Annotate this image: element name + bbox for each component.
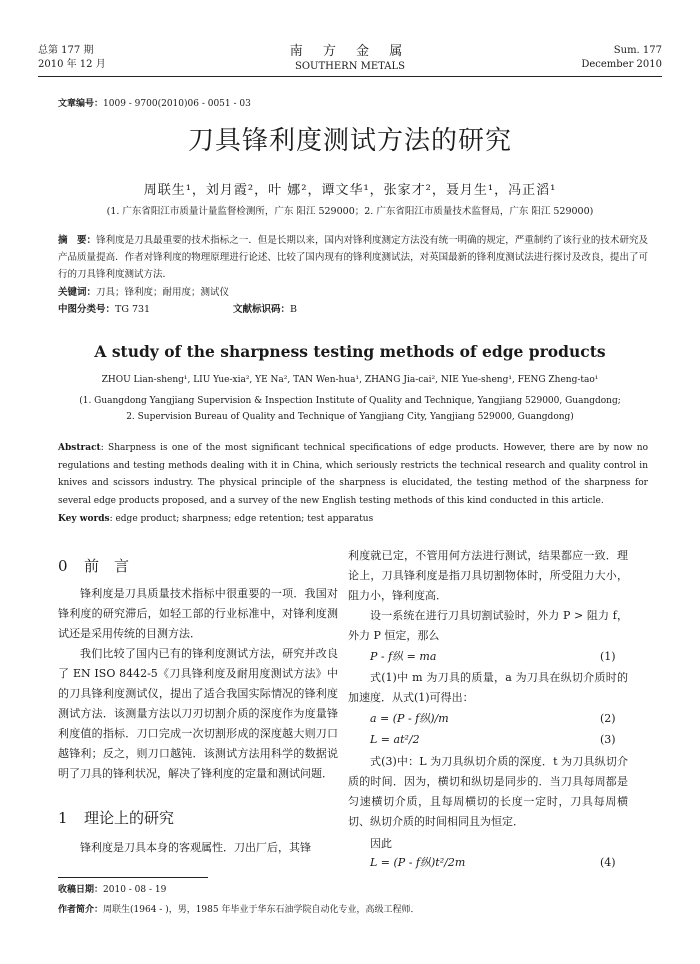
issue-date: 2010 年 12 月 [38, 59, 106, 70]
journal-name-en: SOUTHERN METALS [295, 61, 405, 72]
article-number [58, 96, 251, 109]
section-1-heading [58, 808, 174, 828]
section-0-paragraph-2: 我们比较了国内已有的锋利度测试方法，研究并改良了 EN ISO 8442-5《刀具锋利度及耐用度测试方法》中的刀具锋利度测试仪，提出了适合我国实际情况的锋利度测试方法．该测量方法以刀刃切割介质的深度作为度量锋利度值的指标．刀口完成一次切割形成的深度越大则刀口越锋利；反之，则刀口越钝．该测试方法用科学的数据说明了刀具的锋利状况，解决了锋利度的定量和测试问题． [58, 647, 338, 780]
author-bio-value: 周联生(1964 - )，男，1985 年毕业于华东石油学院自动化专业，高级工程师． [103, 905, 420, 915]
classification-row [58, 301, 558, 318]
equation-1-number: (1) [600, 650, 616, 663]
author-bio [58, 904, 419, 917]
affiliation-en [0, 393, 700, 425]
section-1-title: 理论上的研究 [84, 809, 175, 827]
section-1-paragraph-1: 锋利度是刀具本身的客观属性．刀出厂后，其锋 [80, 841, 311, 854]
footnote-rule [58, 877, 208, 878]
header-rule [38, 76, 662, 77]
right-paragraph-5: 因此 [370, 837, 392, 850]
abstract-en-text: : Sharpness is one of the most significant technical specifications of edge products. However, there are by now no regulations and testing methods dealing with it in China, which seriously restricts the technical research and quality control in knives and scissors industry. The physical principle of the sharpness is elucidated, the testing method of the sharpness for several edge products proposed, and a survey of the new English testing methods of this kind conducted in this article. [58, 443, 648, 506]
right-paragraph-1: 利度就已定，不管用何方法进行测试，结果都应一致．理论上，刀具锋利度是指刀具切割物体时，所受阻力大小，阻力小，锋利度高． [348, 549, 628, 602]
paper-title-cn: 刀具锋利度测试方法的研究 [187, 126, 512, 156]
article-number-label: 文章编号： [58, 99, 104, 109]
abstract-en-label: Abstract [58, 443, 101, 453]
keywords-en-label: Key words [58, 514, 110, 524]
abstract-cn [58, 232, 648, 283]
journal-name-cn: 南 方 金 属 [289, 44, 411, 59]
equation-3-number: (3) [600, 733, 616, 746]
document-code-label: 文献标识码： [233, 304, 291, 315]
clc-label: 中图分类号： [58, 304, 116, 315]
affiliation-cn: (1. 广东省阳江市质量计量监督检测所，广东 阳江 529000；2. 广东省阳江市质量技术监督局，广东 阳江 529000) [106, 206, 594, 217]
keywords-cn-text: 刀具；锋利度；耐用度；测试仪 [96, 287, 230, 298]
issue-date-en: December 2010 [581, 59, 662, 70]
section-1-number: 1 [58, 809, 68, 827]
right-paragraph-2: 设一系统在进行刀具切割试验时，外力 P > 阻力 f，外力 P 恒定，那么 [348, 609, 628, 642]
right-paragraph-4: 式(3)中：L 为刀具纵切介质的深度．t 为刀具纵切介质的时间．因为，横切和纵切是同步的．当刀具每周都是匀速横切介质，且每周横切的长度一定时，刀具每周横切、纵切介质的时间相同且为恒定． [348, 755, 628, 828]
keywords-cn [58, 284, 229, 301]
equation-2: a = (P - f纵)/m [370, 712, 449, 725]
issue-number-en: Sum. 177 [613, 45, 662, 56]
document-code [233, 301, 297, 318]
right-paragraph-3: 式(1)中 m 为刀具的质量，a 为刀具在纵切介质时的加速度．从式(1)可得出： [348, 671, 628, 704]
author-bio-label: 作者简介： [58, 905, 104, 915]
section-0-paragraph-1: 锋利度是刀具质量技术指标中很重要的一项．我国对锋利度的研究滞后，如轻工部的行业标准中，对锋利度测试还是采用传统的目测方法． [58, 587, 338, 640]
author-list-en: ZHOU Lian-sheng¹, LIU Yue-xia², YE Na², TAN Wen-hua¹, ZHANG Jia-cai², NIE Yue-sheng¹, FENG Zheng-tao¹ [101, 375, 599, 385]
equation-3: L = at²/2 [370, 733, 420, 746]
document-code-value: B [290, 304, 297, 315]
keywords-en-text: : edge product; sharpness; edge retention; test apparatus [109, 514, 374, 524]
received-date [58, 884, 166, 897]
paper-title-en: A study of the sharpness testing methods of edge products [94, 342, 606, 361]
abstract-cn-label: 摘 要： [58, 235, 97, 246]
section-0-number: 0 [58, 557, 68, 575]
abstract-cn-text: 锋利度是刀具最重要的技术指标之一．但是长期以来，国内对锋利度测定方法没有统一明确的规定，严重制约了该行业的技术研究及产品质量提高．作者对锋利度的物理原理进行论述、比较了国内现有的锋利度测试法，对英国最新的锋利度测试法进行探讨及改良，提出了可行的刀具锋利度测试方法． [58, 235, 648, 280]
keywords-en [58, 511, 373, 528]
issue-number: 总第 177 期 [38, 45, 94, 56]
section-0-heading [58, 556, 129, 576]
equation-4: L = (P - f纵)t²/2m [370, 856, 466, 869]
section-0-title: 前 言 [84, 557, 130, 575]
abstract-en [58, 440, 648, 510]
affiliation-en-line2: 2. Supervision Bureau of Quality and Technique of Yangjiang City, Yangjiang 529000, Guangdong) [126, 412, 574, 422]
received-date-value: 2010 - 08 - 19 [103, 885, 167, 895]
received-date-label: 收稿日期： [58, 885, 104, 895]
equation-1: P - f纵 = ma [370, 650, 437, 663]
affiliation-en-line1: (1. Guangdong Yangjiang Supervision & Inspection Institute of Quality and Technique, Yangjiang 529000, Guangdong; [79, 396, 621, 406]
keywords-cn-label: 关键词： [58, 287, 97, 298]
clc-value: TG 731 [115, 304, 151, 315]
equation-2-number: (2) [600, 712, 616, 725]
author-list-cn: 周联生¹，刘月霞²，叶 娜²，谭文华¹，张家才²，聂月生¹，冯正滔¹ [143, 183, 557, 198]
running-header-right [581, 44, 662, 72]
equation-4-number: (4) [600, 856, 616, 869]
article-number-value: 1009 - 9700(2010)06 - 0051 - 03 [103, 99, 251, 109]
